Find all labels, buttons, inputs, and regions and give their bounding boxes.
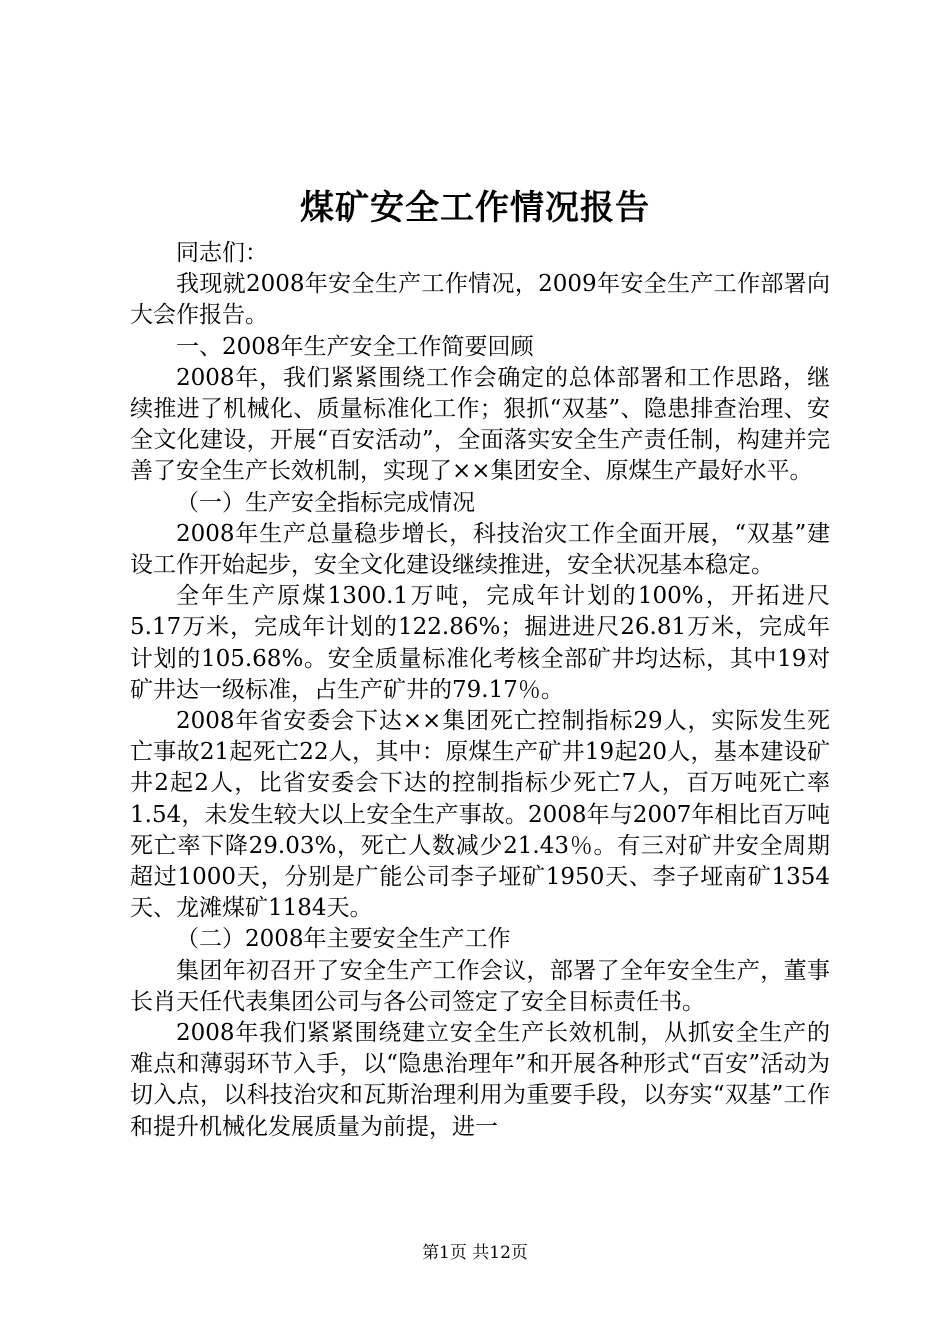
paragraph-intro: 我现就2008年安全生产工作情况，2009年安全生产工作部署向大会作报告。 — [130, 271, 830, 329]
subsection-heading-1: （一）生产安全指标完成情况 — [176, 489, 475, 516]
section-heading-1: 一、2008年生产安全工作简要回顾 — [176, 333, 534, 360]
salutation: 同志们： — [176, 240, 268, 266]
paragraph-production-summary: 2008年生产总量稳步增长，科技治灾工作全面开展，“双基”建设工作开始起步，安全文化建设继续推进，安全状况基本稳定。 — [130, 520, 830, 579]
paragraph-overview: 2008年，我们紧紧围绕工作会确定的总体部署和工作思路，继续推进了机械化、质量标准化工作；狠抓“双基”、隐患排查治理、安全文化建设，开展“百安活动”，全面落实安全生产责任制，构建并完善了安全生产长效机制，实现了××集团安全、原煤生产最好水平。 — [130, 364, 830, 485]
paragraph-output-figures: 全年生产原煤1300.1万吨，完成年计划的100%，开拓进尺5.17万米，完成年计划的122.86%；掘进进尺26.81万米，完成年计划的105.68%。安全质量标准化考核全部矿井均达标，其中19对矿井达一级标准，占生产矿井的79.17％。 — [130, 583, 830, 703]
paragraph-long-term-mechanism: 2008年我们紧紧围绕建立安全生产长效机制，从抓安全生产的难点和薄弱环节入手，以“隐患治理年”和开展各种形式“百安”活动为切入点，以科技治灾和瓦斯治理利用为重要手段，以夯实“双基”工作和提升机械化发展质量为前提，进一 — [130, 1020, 830, 1140]
subsection-heading-2: （二）2008年主要安全生产工作 — [176, 926, 511, 953]
document-body — [130, 238, 830, 1143]
paragraph-safety-meeting: 集团年初召开了安全生产工作会议，部署了全年安全生产，董事长肖天任代表集团公司与各公司签定了安全目标责任书。 — [130, 957, 830, 1015]
paragraph-fatality-figures: 2008年省安委会下达××集团死亡控制指标29人，实际发生死亡事故21起死亡22人，其中：原煤生产矿井19起20人，基本建设矿井2起2人，比省安委会下达的控制指标少死亡7人，百万吨死亡率1.54，未发生较大以上安全生产事故。2008年与2007年相比百万吨死亡率下降29.03%，死亡人数减少21.43％。有三对矿井安全周期超过1000天，分别是广能公司李子垭矿1950天、李子垭南矿1354天、龙滩煤矿1184天。 — [130, 708, 830, 922]
document-title: 煤矿安全工作情况报告 — [300, 188, 650, 228]
page-number: 第1页 共12页 — [422, 1243, 528, 1263]
